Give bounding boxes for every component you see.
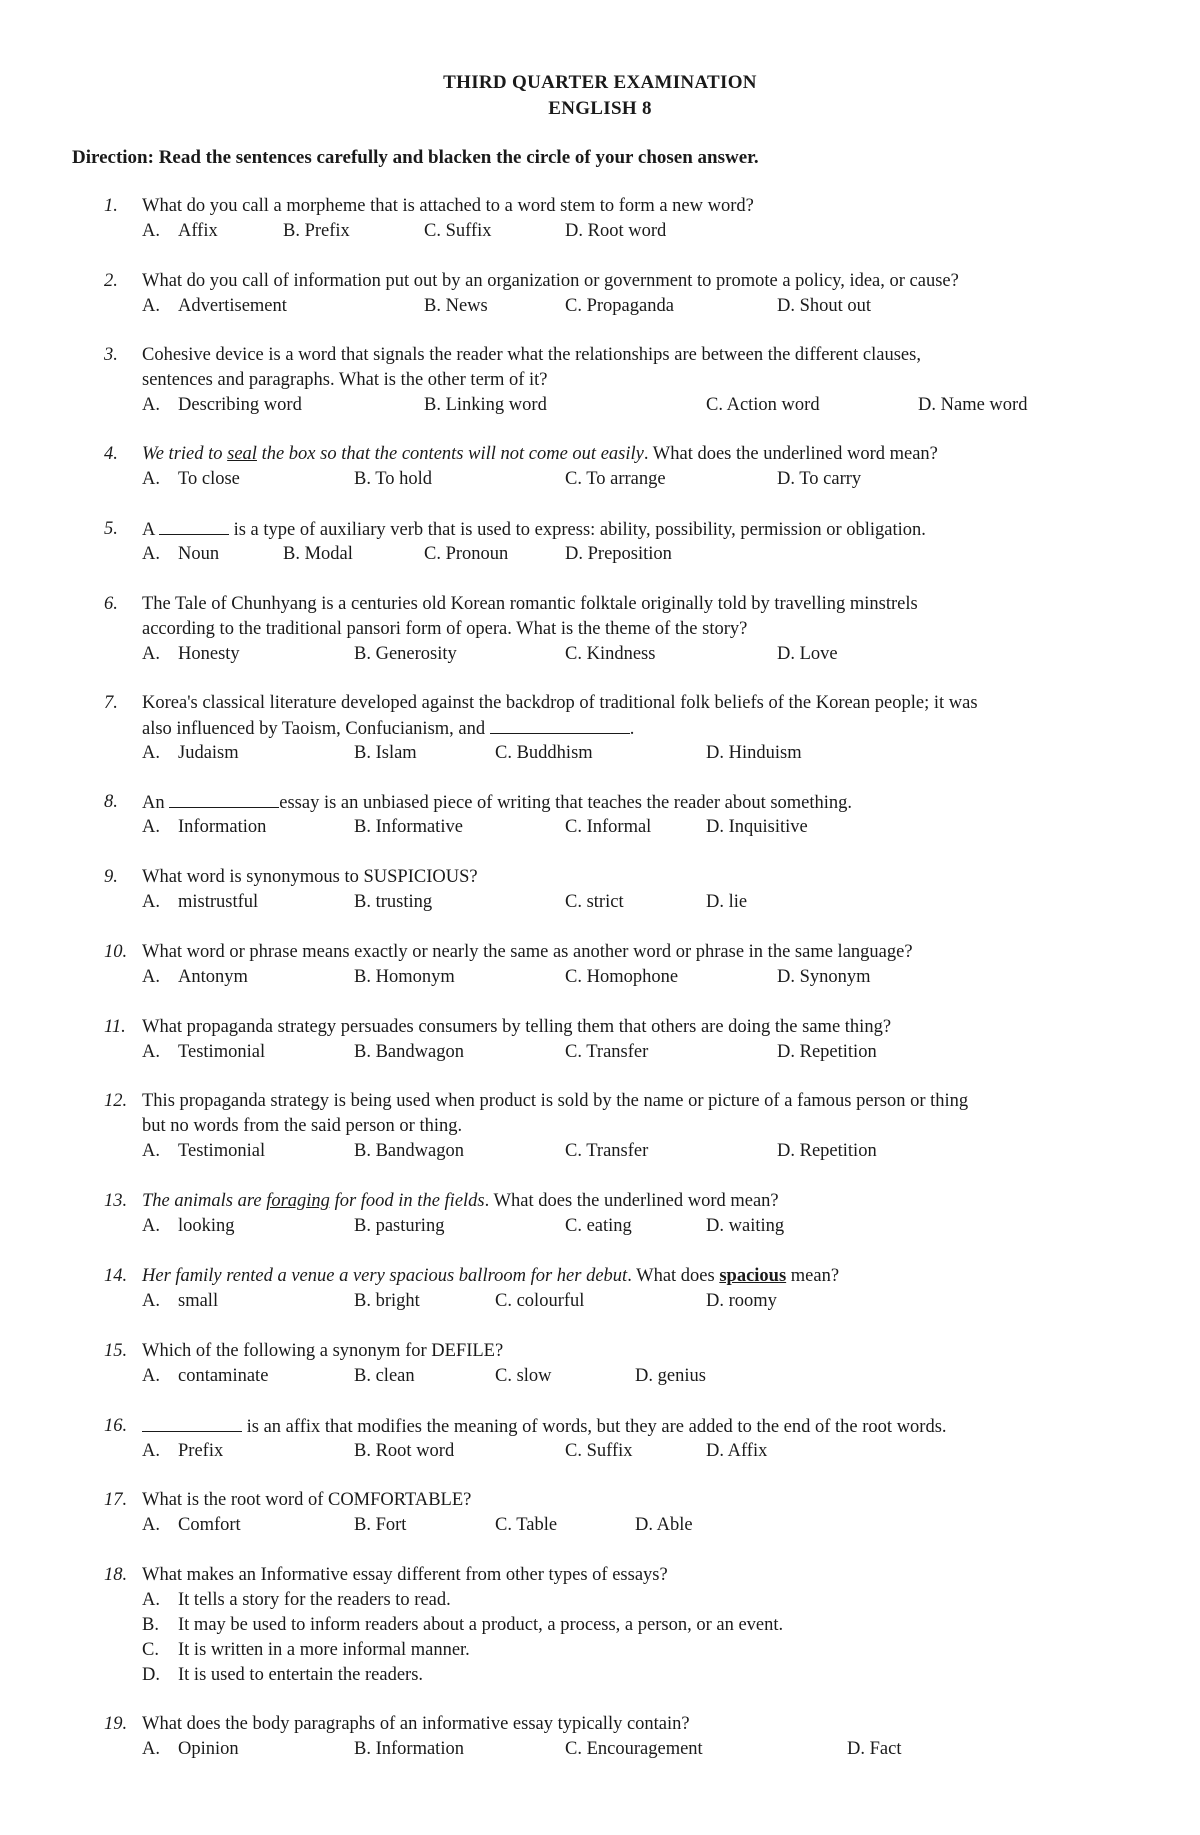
answer-blank [142,1414,242,1432]
option-c[interactable]: C. Encouragement [565,1739,703,1759]
question-number: 11. [104,1017,126,1037]
question-text: Korea's classical literature developed against the backdrop of traditional folk beliefs of the Korean people; it was [142,693,978,713]
option-a[interactable]: A. Comfort [142,1515,241,1535]
option-a[interactable]: A. Affix [142,221,218,241]
question-text: What word or phrase means exactly or nearly the same as another word or phrase in the same language? [142,942,913,962]
option-b[interactable]: B. Prefix [283,221,350,241]
question-7 [104,691,1164,766]
option-c[interactable]: C. Propaganda [565,296,674,316]
question-5 [104,517,1164,567]
option-c[interactable]: C. Kindness [565,644,656,664]
option-d[interactable]: D. Preposition [565,544,672,564]
option-d[interactable]: D. roomy [706,1291,777,1311]
question-number: 13. [104,1191,128,1211]
option-c[interactable]: C. Transfer [565,1141,649,1161]
question-text: What does the body paragraphs of an informative essay typically contain? [142,1714,690,1734]
option-a[interactable]: A. To close [142,469,240,489]
question-text-cont: also influenced by Taoism, Confucianism, and . [142,716,634,742]
question-number: 7. [104,693,118,713]
question-6 [104,592,1164,667]
question-11 [104,1015,1164,1065]
question-number: 8. [104,792,118,812]
option-a[interactable]: A. Prefix [142,1441,224,1461]
question-17 [104,1488,1164,1538]
option-d[interactable]: D. genius [635,1366,706,1386]
option-b[interactable]: B. It may be used to inform readers about a product, a process, a person, or an event. [142,1615,784,1635]
question-text-cont: according to the traditional pansori form of opera. What is the theme of the story? [142,619,748,639]
question-text: An essay is an unbiased piece of writing that teaches the reader about something. [142,790,852,816]
question-text: Cohesive device is a word that signals the reader what the relationships are between the different clauses, [142,345,921,365]
question-number: 14. [104,1266,128,1286]
option-b[interactable]: B. clean [354,1366,415,1386]
question-text: The animals are foraging for food in the fields. What does the underlined word mean? [142,1191,779,1211]
option-a[interactable]: A. Noun [142,544,220,564]
option-d[interactable]: D. Name word [918,395,1028,415]
question-text: What makes an Informative essay different from other types of essays? [142,1565,668,1585]
option-a[interactable]: A. Advertisement [142,296,287,316]
question-9 [104,865,1164,915]
question-text: is an affix that modifies the meaning of words, but they are added to the end of the root words. [142,1414,947,1440]
question-text: What word is synonymous to SUSPICIOUS? [142,867,478,887]
option-b[interactable]: B. To hold [354,469,433,489]
question-8 [104,790,1164,840]
option-a[interactable]: A. Antonym [142,967,248,987]
question-3 [104,343,1164,418]
option-d[interactable]: D. waiting [706,1216,785,1236]
question-text: Which of the following a synonym for DEFILE? [142,1341,504,1361]
option-d[interactable]: D. Root word [565,221,667,241]
option-a[interactable]: A. small [142,1291,219,1311]
option-c[interactable]: C. Table [495,1515,558,1535]
question-2 [104,269,1164,319]
question-12 [104,1089,1164,1164]
option-c[interactable]: C. Suffix [424,221,492,241]
question-number: 10. [104,942,128,962]
option-d[interactable]: D. To carry [777,469,862,489]
option-b[interactable]: B. Bandwagon [354,1042,464,1062]
question-number: 16. [104,1416,128,1436]
option-c[interactable]: C. slow [495,1366,552,1386]
question-14 [104,1264,1164,1314]
option-d[interactable]: D. Able [635,1515,693,1535]
underlined-word: foraging [266,1191,330,1211]
option-a[interactable]: A. Testimonial [142,1042,266,1062]
question-number: 12. [104,1091,128,1111]
option-b[interactable]: B. Generosity [354,644,457,664]
option-c[interactable]: C. It is written in a more informal manner. [142,1640,470,1660]
exam-title: THIRD QUARTER EXAMINATION [443,72,757,93]
question-15 [104,1339,1164,1389]
option-b[interactable]: B. Fort [354,1515,407,1535]
answer-blank [490,716,630,734]
option-a[interactable]: A. Describing word [142,395,302,415]
option-c[interactable]: C. Transfer [565,1042,649,1062]
question-number: 4. [104,444,118,464]
option-c[interactable]: C. strict [565,892,624,912]
option-b[interactable]: B. pasturing [354,1216,445,1236]
question-number: 17. [104,1490,128,1510]
question-text: We tried to seal the box so that the contents will not come out easily. What does the underlined word mean? [142,444,938,464]
question-text: What is the root word of COMFORTABLE? [142,1490,472,1510]
question-number: 5. [104,519,118,539]
option-b[interactable]: B. Modal [283,544,353,564]
question-number: 1. [104,196,118,216]
option-d[interactable]: D. Love [777,644,838,664]
option-d[interactable]: D. Synonym [777,967,871,987]
answer-blank [169,790,279,808]
option-c[interactable]: C. Buddhism [495,743,593,763]
question-13 [104,1189,1164,1239]
question-text-cont: but no words from the said person or thing. [142,1116,463,1136]
question-number: 19. [104,1714,128,1734]
option-c[interactable]: C. eating [565,1216,632,1236]
question-4 [104,442,1164,492]
option-a[interactable]: A. contaminate [142,1366,269,1386]
option-d[interactable]: D. Shout out [777,296,872,316]
option-b[interactable]: B. Root word [354,1441,455,1461]
question-text: This propaganda strategy is being used when product is sold by the name or picture of a famous person or thing [142,1091,969,1111]
option-c[interactable]: C. Action word [706,395,820,415]
option-c[interactable]: C. Informal [565,817,652,837]
option-c[interactable]: C. Homophone [565,967,679,987]
question-16 [104,1414,1164,1464]
question-18 [104,1563,1164,1688]
question-text: What do you call a morpheme that is attached to a word stem to form a new word? [142,196,754,216]
option-d[interactable]: D. Inquisitive [706,817,808,837]
option-b[interactable]: B. Linking word [424,395,547,415]
option-c[interactable]: C. Pronoun [424,544,509,564]
question-number: 3. [104,345,118,365]
option-b[interactable]: B. trusting [354,892,433,912]
question-text: What do you call of information put out by an organization or government to promote a policy, idea, or cause? [142,271,959,291]
question-text: The Tale of Chunhyang is a centuries old Korean romantic folktale originally told by travelling minstrels [142,594,918,614]
option-d[interactable]: D. Repetition [777,1141,877,1161]
question-text-cont: sentences and paragraphs. What is the other term of it? [142,370,548,390]
underlined-word: spacious [719,1266,787,1286]
option-a[interactable]: A. mistrustful [142,892,259,912]
option-a[interactable]: A. It tells a story for the readers to read. [142,1590,451,1610]
option-d[interactable]: D. Affix [706,1441,768,1461]
question-text: A is a type of auxiliary verb that is used to express: ability, possibility, permission or obligation. [142,517,926,543]
option-a[interactable]: A. Testimonial [142,1141,266,1161]
question-number: 18. [104,1565,128,1585]
exam-subject: ENGLISH 8 [548,98,652,119]
option-b[interactable]: B. bright [354,1291,420,1311]
answer-blank [159,517,229,535]
question-number: 15. [104,1341,128,1361]
question-1 [104,194,1164,244]
option-d[interactable]: D. Repetition [777,1042,877,1062]
option-a[interactable]: A. Honesty [142,644,240,664]
option-d[interactable]: D. It is used to entertain the readers. [142,1665,424,1685]
option-b[interactable]: B. Information [354,1739,464,1759]
question-number: 6. [104,594,118,614]
exam-direction: Direction: Read the sentences carefully and blacken the circle of your chosen answer. [72,147,759,168]
option-d[interactable]: D. lie [706,892,748,912]
question-19 [104,1712,1164,1762]
option-a[interactable]: A. looking [142,1216,235,1236]
option-b[interactable]: B. News [424,296,488,316]
option-a[interactable]: A. Judaism [142,743,239,763]
question-number: 2. [104,271,118,291]
question-text: Her family rented a venue a very spacious ballroom for her debut. What does spacious mean? [142,1266,840,1286]
question-number: 9. [104,867,118,887]
question-10 [104,940,1164,990]
option-b[interactable]: B. Islam [354,743,417,763]
option-a[interactable]: A. Opinion [142,1739,239,1759]
underlined-word: seal [227,444,257,464]
option-c[interactable]: C. colourful [495,1291,585,1311]
option-c[interactable]: C. Suffix [565,1441,633,1461]
option-b[interactable]: B. Bandwagon [354,1141,464,1161]
option-d[interactable]: D. Fact [847,1739,902,1759]
option-a[interactable]: A. Information [142,817,267,837]
option-c[interactable]: C. To arrange [565,469,666,489]
question-text: What propaganda strategy persuades consumers by telling them that others are doing the same thing? [142,1017,892,1037]
option-b[interactable]: B. Informative [354,817,463,837]
option-d[interactable]: D. Hinduism [706,743,802,763]
option-b[interactable]: B. Homonym [354,967,455,987]
